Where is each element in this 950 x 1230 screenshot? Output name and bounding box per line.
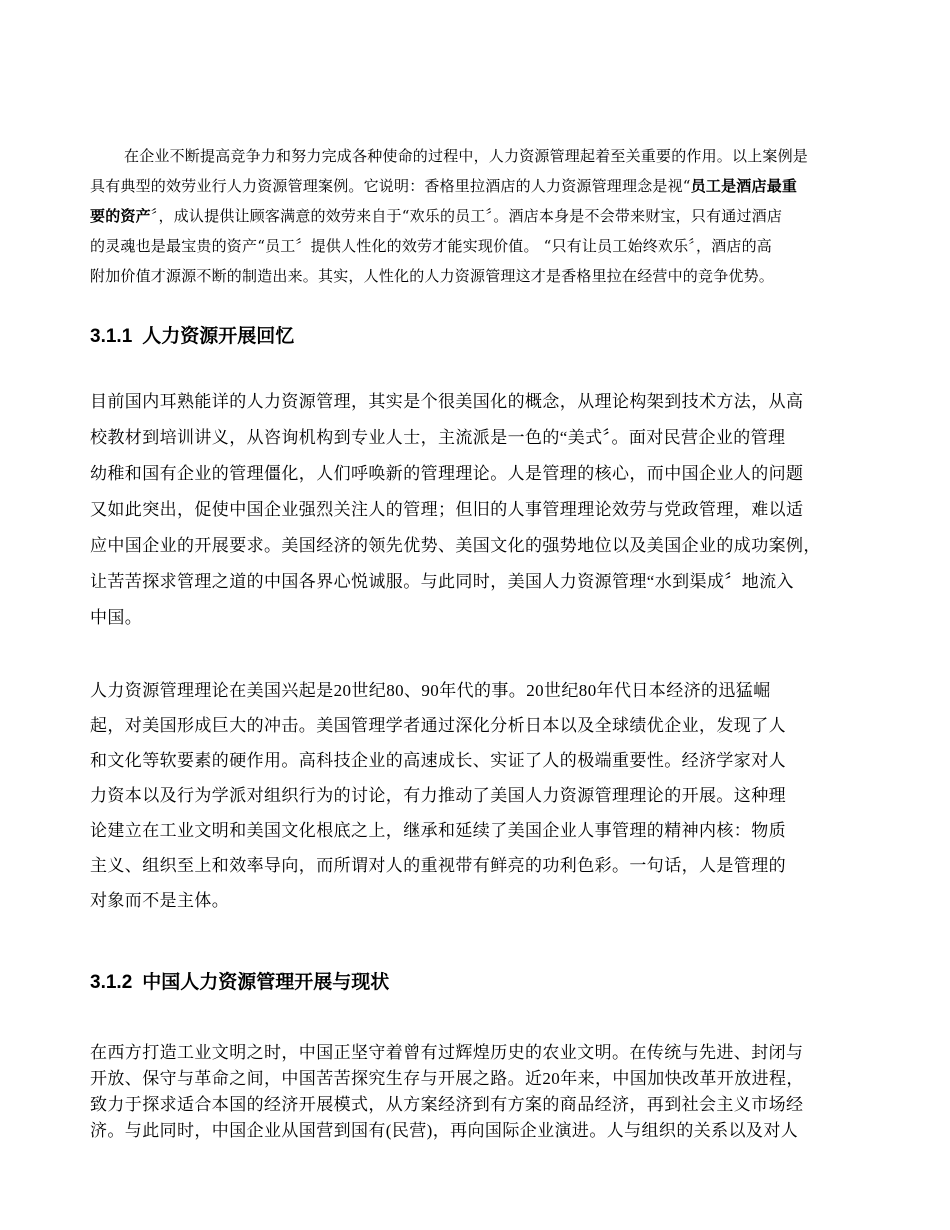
text-line: 要的资产〞，成认提供让顾客满意的效劳来自于“欢乐的员工〞。酒店本身是不会带来财宝，只有通过酒店 <box>90 207 783 225</box>
emphasis-text: 要的资产 <box>90 207 151 225</box>
emphasis-text: 员工是酒店最重 <box>690 177 798 195</box>
text-line: 起，对美国形成巨大的冲击。美国管理学者通过深化分析日本以及全球绩优企业，发现了人 <box>90 716 786 735</box>
text-line: 开放、保守与革命之间，中国苦苦探究生存与开展之路。近20年来，中国加快改革开放进程， <box>90 1069 804 1088</box>
text-line: 幼稚和国有企业的管理僵化，人们呼唤新的管理理论。人是管理的核心，而中国企业人的问题 <box>90 464 804 483</box>
text-line: 人力资源管理理论在美国兴起是20世纪80、90年代的事。20世纪80年代日本经济的迅猛崛 <box>90 681 771 700</box>
section-heading <box>90 325 850 349</box>
body-paragraph <box>90 384 870 636</box>
text-line: 力资本以及行为学派对组织行为的讨论，有力推动了美国人力资源管理理论的开展。这种理 <box>90 786 786 805</box>
text-line: 对象而不是主体。 <box>90 891 230 910</box>
section-heading <box>90 971 850 995</box>
section-title: 人力资源开展回忆 <box>142 326 295 347</box>
text-line: 主义、组织至上和效率导向，而所谓对人的重视带有鲜亮的功利色彩。一句话，人是管理的 <box>90 856 786 875</box>
section-title: 中国人力资源管理开展与现状 <box>142 972 390 993</box>
text-line: 具有典型的效劳业行人力资源管理案例。它说明：香格里拉酒店的人力资源管理理念是视“员工是酒店最重 <box>90 177 798 195</box>
text-line: 中国。 <box>90 608 143 627</box>
text-line: 附加价值才源源不断的制造出来。其实，人性化的人力资源管理这才是香格里拉在经营中的竞争优势。 <box>90 267 775 285</box>
text-line: 在西方打造工业文明之时，中国正坚守着曾有过辉煌历史的农业文明。在传统与先进、封闭与 <box>90 1043 804 1062</box>
section-number: 3.1.2 <box>90 972 133 993</box>
body-paragraph <box>90 1040 870 1144</box>
text-line: 济。与此同时，中国企业从国营到国有(民营)，再向国际企业演进。人与组织的关系以及对人 <box>90 1121 799 1140</box>
text-line: 应中国企业的开展要求。美国经济的领先优势、美国文化的强势地位以及美国企业的成功案例， <box>90 536 821 555</box>
text-line: 和文化等软要素的硬作用。高科技企业的高速成长、实证了人的极端重要性。经济学家对人 <box>90 751 786 770</box>
text-line: 论建立在工业文明和美国文化根底之上，继承和延续了美国企业人事管理的精神内核：物质 <box>90 821 786 840</box>
intro-paragraph <box>90 141 865 291</box>
text-line: 的灵魂也是最宝贵的资产“员工〞提供人性化的效劳才能实现价值。 “只有让员工始终欢乐〞，酒店的高 <box>90 237 773 255</box>
text-line: 又如此突出，促使中国企业强烈关注人的管理；但旧的人事管理理论效劳与党政管理，难以适 <box>90 500 804 519</box>
text-line: 致力于探求适合本国的经济开展模式，从方案经济到有方案的商品经济，再到社会主义市场经 <box>90 1095 804 1114</box>
section-number: 3.1.1 <box>90 326 133 347</box>
text-line: 让苦苦探求管理之道的中国各界心悦诚服。与此同时，美国人力资源管理“水到渠成〞地流入 <box>90 572 794 591</box>
text-line: 校教材到培训讲义，从咨询机构到专业人士，主流派是一色的“美式〞。面对民营企业的管理 <box>90 428 786 447</box>
body-paragraph <box>90 673 870 918</box>
text-line: 在企业不断提高竞争力和努力完成各种使命的过程中，人力资源管理起着至关重要的作用。以上案例是 <box>124 147 809 165</box>
text-line: 目前国内耳熟能详的人力资源管理，其实是个很美国化的概念，从理论构架到技术方法，从高 <box>90 392 804 411</box>
